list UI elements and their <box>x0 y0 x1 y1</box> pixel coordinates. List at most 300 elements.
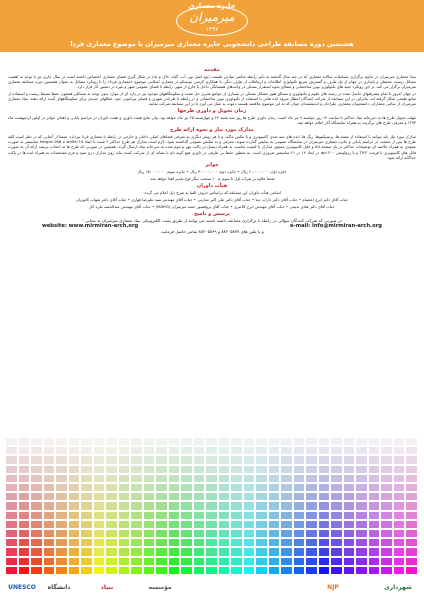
color-swatch <box>406 475 417 482</box>
color-swatch <box>294 475 305 482</box>
color-swatch <box>344 530 355 537</box>
color-swatch <box>394 438 405 445</box>
color-swatch <box>169 548 180 555</box>
color-swatch <box>44 558 55 565</box>
color-swatch <box>6 493 17 500</box>
color-swatch <box>19 502 30 509</box>
color-swatch <box>306 558 317 565</box>
color-swatch <box>156 539 167 546</box>
color-swatch <box>306 567 317 574</box>
color-swatch <box>294 502 305 509</box>
color-swatch <box>381 567 392 574</box>
color-swatch <box>206 456 217 463</box>
color-swatch <box>6 558 17 565</box>
color-swatch <box>244 521 255 528</box>
color-swatch <box>244 558 255 565</box>
color-swatch <box>156 548 167 555</box>
color-swatch <box>106 521 117 528</box>
color-swatch <box>131 493 142 500</box>
color-swatch <box>381 539 392 546</box>
color-swatch <box>406 447 417 454</box>
color-swatch <box>281 466 292 473</box>
color-swatch <box>381 456 392 463</box>
color-swatch <box>306 447 317 454</box>
color-swatch <box>269 493 280 500</box>
color-swatch <box>94 539 105 546</box>
color-swatch <box>94 493 105 500</box>
color-swatch <box>331 567 342 574</box>
color-swatch <box>119 475 130 482</box>
color-swatch <box>56 447 67 454</box>
color-swatch <box>144 512 155 519</box>
color-swatch <box>344 438 355 445</box>
color-swatch <box>81 438 92 445</box>
color-swatch <box>356 539 367 546</box>
color-swatch <box>394 530 405 537</box>
color-swatch <box>244 548 255 555</box>
color-swatch <box>319 567 330 574</box>
color-swatch <box>119 438 130 445</box>
color-swatch <box>369 512 380 519</box>
color-swatch <box>256 548 267 555</box>
color-swatch <box>319 493 330 500</box>
color-swatch <box>106 502 117 509</box>
color-swatch <box>119 539 130 546</box>
color-swatch <box>19 493 30 500</box>
color-swatch <box>44 567 55 574</box>
color-swatch <box>194 512 205 519</box>
color-swatch <box>219 530 230 537</box>
color-swatch <box>219 567 230 574</box>
color-swatch <box>231 567 242 574</box>
color-swatch <box>169 558 180 565</box>
color-swatch <box>219 548 230 555</box>
color-swatch <box>131 447 142 454</box>
color-swatch <box>194 438 205 445</box>
color-swatch <box>6 502 17 509</box>
color-swatch <box>356 484 367 491</box>
color-swatch <box>294 438 305 445</box>
color-swatch <box>394 484 405 491</box>
color-swatch <box>406 558 417 565</box>
color-swatch <box>144 521 155 528</box>
section-heading-intro: مقدمه <box>204 67 220 73</box>
color-swatch <box>31 493 42 500</box>
color-swatch <box>231 475 242 482</box>
color-swatch <box>19 447 30 454</box>
color-swatch <box>44 530 55 537</box>
color-swatch <box>344 548 355 555</box>
color-swatch <box>356 512 367 519</box>
color-swatch <box>94 456 105 463</box>
color-swatch <box>106 548 117 555</box>
color-swatch <box>256 466 267 473</box>
color-swatch <box>381 558 392 565</box>
color-swatch <box>69 502 80 509</box>
color-swatch <box>256 512 267 519</box>
color-swatch <box>144 456 155 463</box>
color-swatch <box>106 567 117 574</box>
color-swatch <box>94 530 105 537</box>
color-swatch <box>344 567 355 574</box>
color-swatch <box>44 502 55 509</box>
color-swatch <box>356 521 367 528</box>
color-swatch <box>281 530 292 537</box>
color-swatch <box>219 558 230 565</box>
color-swatch <box>144 447 155 454</box>
color-swatch <box>156 475 167 482</box>
color-swatch <box>194 558 205 565</box>
color-swatch <box>81 548 92 555</box>
color-swatch <box>281 567 292 574</box>
color-swatch <box>294 447 305 454</box>
color-swatch <box>269 438 280 445</box>
color-swatch <box>69 530 80 537</box>
document-body <box>8 65 416 235</box>
color-swatch <box>294 493 305 500</box>
color-swatch <box>394 502 405 509</box>
color-swatch <box>81 558 92 565</box>
color-swatch <box>206 466 217 473</box>
color-swatch <box>294 530 305 537</box>
color-swatch <box>369 466 380 473</box>
color-swatch <box>206 548 217 555</box>
color-swatch <box>69 548 80 555</box>
color-swatch <box>306 484 317 491</box>
color-swatch <box>256 558 267 565</box>
color-swatch <box>256 521 267 528</box>
color-swatch <box>256 484 267 491</box>
color-swatch <box>181 521 192 528</box>
color-swatch <box>369 548 380 555</box>
color-swatch <box>181 558 192 565</box>
color-swatch <box>219 475 230 482</box>
intro-paragraph-2: در جهان امروز با تمام پیشرفتهای حاصل شده در زمینه های علوم و تکنولوژی و مصالح هنوز مشکل مسکن در بسیاری از جوامع بشری حل نشده و سکونتگاههای موجود نیز در پاره ای از موارد بدون توجه به مسائلی همچون حفظ محیط زیست و استفاده از منابع طبیعی شکل گرفته اند. بنابراین در این مسابقه از شرکت کنندگان انتظار میرود ایده هایی با استفاده از تکنولوژی نوین ساختمانی و در رابطه با طراحی شهری و فضای پیرامونی خود، شکلهای جدیدی برای سکونتگاههای آینده ارائه دهند. بنیاد معماری میرمیران از تمامی معماران، دانشجویان معماری، طراحان و اندیشمندان جوان که به این موضوع علاقمند هستند دعوت به عمل می آورد تا در این مسابقه شرکت نمایند. <box>8 91 416 107</box>
unesco-logo: UNESCO <box>8 583 36 591</box>
color-swatch <box>144 567 155 574</box>
color-swatch <box>69 456 80 463</box>
color-swatch <box>44 447 55 454</box>
color-swatch <box>169 456 180 463</box>
color-swatch <box>406 512 417 519</box>
color-swatch <box>231 502 242 509</box>
color-swatch <box>194 548 205 555</box>
color-swatch <box>56 530 67 537</box>
color-swatch <box>256 493 267 500</box>
color-swatch <box>19 548 30 555</box>
color-swatch <box>144 539 155 546</box>
color-swatch <box>144 475 155 482</box>
color-swatch <box>306 512 317 519</box>
color-swatch <box>119 484 130 491</box>
color-swatch <box>206 512 217 519</box>
color-swatch <box>269 466 280 473</box>
color-swatch <box>344 484 355 491</box>
color-swatch <box>181 447 192 454</box>
color-swatch <box>6 521 17 528</box>
color-swatch <box>269 521 280 528</box>
color-swatch <box>281 512 292 519</box>
email-link[interactable]: e-mail: info@mirmiran-arch.org <box>290 223 382 230</box>
color-swatch <box>256 475 267 482</box>
color-swatch <box>56 475 67 482</box>
color-swatch <box>169 475 180 482</box>
color-swatch <box>6 512 17 519</box>
color-swatch <box>331 466 342 473</box>
color-swatch <box>281 447 292 454</box>
color-swatch <box>269 475 280 482</box>
color-swatch <box>231 438 242 445</box>
color-swatch <box>81 512 92 519</box>
color-swatch <box>256 447 267 454</box>
color-swatch <box>369 456 380 463</box>
color-swatch <box>56 567 67 574</box>
color-swatch <box>81 484 92 491</box>
color-swatch <box>231 512 242 519</box>
color-swatch <box>94 558 105 565</box>
color-swatch <box>169 493 180 500</box>
color-swatch <box>244 539 255 546</box>
color-swatch <box>319 502 330 509</box>
color-swatch <box>19 521 30 528</box>
color-swatch <box>31 475 42 482</box>
color-swatch <box>381 530 392 537</box>
color-swatch <box>394 539 405 546</box>
color-swatch <box>144 558 155 565</box>
color-swatch <box>406 456 417 463</box>
color-swatch <box>181 475 192 482</box>
color-swatch <box>394 521 405 528</box>
color-swatch <box>106 539 117 546</box>
color-swatch <box>231 466 242 473</box>
color-swatch <box>294 539 305 546</box>
color-swatch <box>119 558 130 565</box>
logo-main-text: میرمیران <box>189 10 235 24</box>
color-swatch <box>31 521 42 528</box>
color-swatch <box>56 521 67 528</box>
color-swatch <box>181 567 192 574</box>
color-swatch <box>144 548 155 555</box>
color-swatch <box>331 521 342 528</box>
color-swatch <box>294 484 305 491</box>
color-swatch <box>19 466 30 473</box>
color-swatch <box>319 466 330 473</box>
color-swatch <box>194 475 205 482</box>
color-swatch <box>244 567 255 574</box>
color-swatch <box>69 558 80 565</box>
color-swatch <box>231 447 242 454</box>
color-swatch <box>256 502 267 509</box>
logo-top-text: جایزه معماری <box>188 2 236 10</box>
color-swatch <box>6 567 17 574</box>
color-swatch <box>306 493 317 500</box>
color-swatch <box>269 539 280 546</box>
color-swatch <box>294 456 305 463</box>
color-swatch <box>69 539 80 546</box>
color-swatch <box>169 502 180 509</box>
color-swatch <box>281 548 292 555</box>
color-swatch <box>256 456 267 463</box>
color-swatch <box>31 502 42 509</box>
prizes-line: جایزه اول: ۶۰،۰۰۰،۰۰۰ ریال • جایزه دوم: ۳۰،۰۰۰،۰۰۰ ریال • جایزه سوم: ۱۵،۰۰۰،۰۰۰ ریال <box>137 168 287 174</box>
color-swatch <box>31 484 42 491</box>
color-swatch <box>156 521 167 528</box>
color-swatch <box>344 502 355 509</box>
color-swatch <box>319 456 330 463</box>
color-swatch <box>331 475 342 482</box>
color-swatch <box>56 539 67 546</box>
color-swatch <box>131 567 142 574</box>
color-swatch <box>319 530 330 537</box>
color-swatch <box>219 539 230 546</box>
color-swatch <box>94 447 105 454</box>
color-swatch <box>381 475 392 482</box>
color-swatch <box>269 456 280 463</box>
color-swatch <box>194 466 205 473</box>
color-swatch <box>406 530 417 537</box>
color-swatch <box>381 512 392 519</box>
website-link[interactable]: website: www.mirmiran-arch.org <box>42 223 139 230</box>
color-swatch <box>94 475 105 482</box>
schedule-paragraph: مهلت تحویل طرح ها به دبیرخانه بنیاد حداکثر تا ساعت ۱۷ روز دوشنبه ۹ تیر ماه است. زمان داوری طرح ها روز سه شنبه ۲۴ و چهارشنبه ۲۵ تیر ماه خواهد بود. ولی نتایج هیئت داوری و هیئت داوران در مراسم پایانی و اهدای جوایز در اولین اردیبهشت ماه ۱۳۹۳ و معرفی طرح های برگزیده به همراه نمایشگاه آثار اعلام خواهد شد. <box>8 115 416 126</box>
color-swatch <box>369 521 380 528</box>
color-swatch <box>56 466 67 473</box>
color-swatch <box>156 456 167 463</box>
color-swatch <box>94 567 105 574</box>
color-swatch <box>219 466 230 473</box>
color-swatch <box>231 493 242 500</box>
color-swatch <box>344 558 355 565</box>
color-swatch <box>144 438 155 445</box>
color-swatch <box>31 466 42 473</box>
color-swatch <box>219 502 230 509</box>
color-swatch <box>144 530 155 537</box>
color-swatch <box>6 530 17 537</box>
color-swatch <box>356 502 367 509</box>
color-swatch <box>269 484 280 491</box>
color-swatch <box>369 502 380 509</box>
color-swatch <box>6 456 17 463</box>
color-swatch <box>31 456 42 463</box>
color-swatch <box>356 558 367 565</box>
color-swatch <box>81 466 92 473</box>
color-swatch <box>394 567 405 574</box>
color-swatch <box>156 447 167 454</box>
color-swatch <box>206 567 217 574</box>
jury-line-1: جناب آقای دکتر ایرج اعتصام • جناب آقای دکتر داراب دیبا • جناب آقای دکتر علی اکبر صارمی • جناب آقای مهندس سید علیرضا قهاری • جناب آقای دکتر شهاب کاتوزیان <box>75 196 349 202</box>
color-swatch <box>19 438 30 445</box>
color-swatch <box>119 456 130 463</box>
color-swatch <box>156 466 167 473</box>
color-swatch <box>44 456 55 463</box>
color-swatch <box>31 558 42 565</box>
color-swatch <box>44 438 55 445</box>
color-swatch <box>169 539 180 546</box>
color-swatch <box>319 521 330 528</box>
color-swatch <box>331 548 342 555</box>
color-swatch <box>356 475 367 482</box>
color-swatch <box>194 447 205 454</box>
color-swatch <box>381 466 392 473</box>
color-swatch <box>81 539 92 546</box>
color-swatch <box>131 502 142 509</box>
color-swatch <box>19 456 30 463</box>
color-swatch <box>269 567 280 574</box>
color-swatch <box>19 567 30 574</box>
color-swatch <box>219 484 230 491</box>
color-swatch <box>81 530 92 537</box>
color-swatch <box>19 558 30 565</box>
color-swatch <box>181 548 192 555</box>
color-swatch <box>194 521 205 528</box>
color-swatch <box>206 530 217 537</box>
color-swatch <box>181 512 192 519</box>
color-swatch <box>44 512 55 519</box>
jury-line-2: جناب آقای دکتر هادی ندیمی • جناب آقای مهندس ایرج کلانتری • جناب آقای پروفسور حمید میرمیران (MARG) • جناب آقای مهندس عبدالحمید نقره کار <box>89 203 335 209</box>
color-swatch <box>281 539 292 546</box>
color-swatch <box>156 502 167 509</box>
color-swatch <box>319 475 330 482</box>
color-swatch <box>331 502 342 509</box>
color-swatch <box>244 447 255 454</box>
color-swatch <box>81 567 92 574</box>
color-swatch <box>206 438 217 445</box>
color-swatch <box>169 567 180 574</box>
color-swatch <box>19 539 30 546</box>
color-swatch <box>306 466 317 473</box>
color-swatch <box>69 521 80 528</box>
color-swatch <box>119 493 130 500</box>
color-swatch <box>119 512 130 519</box>
color-swatch <box>381 447 392 454</box>
color-swatch <box>269 530 280 537</box>
color-swatch <box>44 466 55 473</box>
color-swatch <box>406 484 417 491</box>
color-swatch <box>269 512 280 519</box>
color-swatch <box>269 502 280 509</box>
color-swatch <box>69 438 80 445</box>
color-swatch <box>169 521 180 528</box>
color-swatch <box>394 493 405 500</box>
color-swatch <box>394 512 405 519</box>
color-swatch <box>181 466 192 473</box>
color-swatch <box>131 539 142 546</box>
color-swatch <box>219 438 230 445</box>
color-swatch <box>256 438 267 445</box>
decorative-color-grid <box>6 438 418 576</box>
color-swatch <box>44 521 55 528</box>
color-swatch <box>44 539 55 546</box>
color-swatch <box>56 484 67 491</box>
contact-paragraph: در صورتی که شرکت کنندگان سؤالی در رابطه با برگزاری مسابقه داشته باشند می توانند از طریق پست الکترونیکی بنیاد معماری میرمیران به نشانی : <box>82 217 342 223</box>
color-swatch <box>356 530 367 537</box>
color-swatch <box>6 484 17 491</box>
color-swatch <box>281 456 292 463</box>
color-swatch <box>6 475 17 482</box>
color-swatch <box>56 456 67 463</box>
color-swatch <box>106 438 117 445</box>
color-swatch <box>331 484 342 491</box>
color-swatch <box>306 530 317 537</box>
color-swatch <box>294 567 305 574</box>
color-swatch <box>244 475 255 482</box>
intro-paragraph-1: بنیاد معماری میرمیران در تداوم برگزاری مسابقات سالانه معماری که در چند سال گذشته به تأثیر رابطه عناصر بنیادین طبیعت (پنج اصل نور، آب، گیاه، خاک و باد) در شکل گیری فضای معماری اختصاص داشته است در سال جاری نیز با توجه به اهمیت مسائل زیست محیطی و پایداری در جهان از یک طرف و گسترش سریع تکنولوژی اطلاعات و ارتباطات از طرف دیگر، با همکاری کرسی یونسکو در معماری اسلامی موضوع «معماری فردا» را با رویکرد مسائل به عنوان هشتمین دوره مسابقه معماری میرمیران برگزار می کند. در این رویکرد جنبه های تکنولوژی نوین ساختمانی و مصالح نحوه استقرار مسکن در واحدهای همسایگی داخل یا خارج از شهر، رابطه با فضای عمومی شهر و غیره در دستور کار قرار دارد. <box>8 74 416 90</box>
color-swatch <box>156 493 167 500</box>
color-swatch <box>56 548 67 555</box>
color-swatch <box>381 484 392 491</box>
color-swatch <box>206 502 217 509</box>
color-swatch <box>294 548 305 555</box>
